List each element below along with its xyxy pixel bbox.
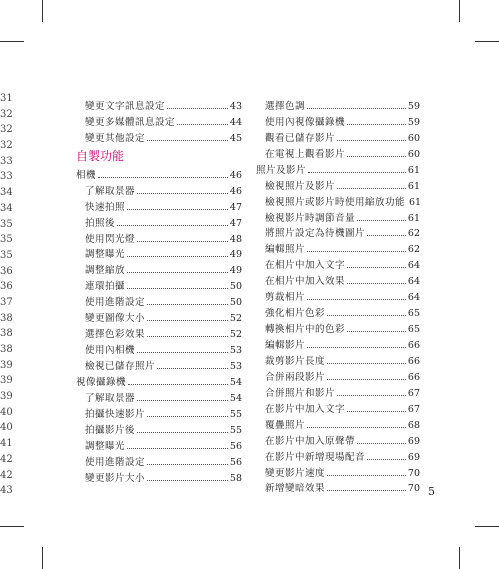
dot-leader <box>98 176 228 178</box>
dot-leader <box>167 107 228 109</box>
toc-entry[interactable] <box>76 260 242 276</box>
dot-leader <box>347 266 406 268</box>
page-number: 5 <box>428 485 435 498</box>
toc-entry-title: 檢視照片或影片時使用縮放功能 <box>265 196 406 208</box>
gutter-number: 39 <box>0 375 13 387</box>
toc-entry-page: 65 <box>407 324 420 336</box>
toc-entry-title: 選擇色調 <box>265 100 306 112</box>
toc-entry-title: 變更圖像大小 <box>85 313 146 325</box>
gutter-number: 35 <box>0 249 13 261</box>
toc-entry-page: 45 <box>229 132 242 144</box>
toc-entry-page: 61 <box>407 180 420 192</box>
dot-leader <box>327 362 406 364</box>
toc-entry-page: 54 <box>229 376 242 388</box>
gutter-number: 39 <box>0 359 13 371</box>
toc-entry-title: 在電視上觀看影片 <box>265 148 346 160</box>
gutter-number: 37 <box>0 296 13 308</box>
crop-mark-left-top <box>0 41 24 42</box>
toc-entry[interactable] <box>76 197 242 213</box>
toc-entry[interactable] <box>76 404 242 420</box>
toc-entry-page: 67 <box>407 387 420 399</box>
gutter-number: 33 <box>0 155 13 167</box>
toc-entry[interactable] <box>256 287 420 303</box>
toc-entry[interactable] <box>76 356 242 372</box>
toc-entry-page: 62 <box>407 228 420 240</box>
dot-leader <box>147 479 228 481</box>
toc-entry-title: 合併兩段影片 <box>265 371 326 383</box>
dot-leader <box>147 139 228 141</box>
toc-entry-page: 64 <box>407 260 420 272</box>
toc-entry[interactable] <box>256 144 420 160</box>
toc-chapter-entry[interactable] <box>76 165 242 181</box>
gutter-number: 31 <box>0 93 13 104</box>
dot-leader <box>177 123 228 125</box>
toc-entry[interactable] <box>76 213 242 229</box>
toc-entry-title: 快速拍照 <box>85 201 126 213</box>
toc-entry-title: 變更影片大小 <box>85 472 146 484</box>
toc-entry-page: 66 <box>407 340 420 351</box>
toc-entry[interactable] <box>76 229 242 245</box>
toc-entry-title: 變更影片速度 <box>265 467 326 479</box>
toc-entry-title: 在影片中新增現場配音 <box>265 451 366 463</box>
toc-entry[interactable] <box>256 351 420 367</box>
toc-entry-page: 52 <box>229 313 242 325</box>
toc-entry[interactable] <box>256 224 420 240</box>
toc-entry-title: 使用內視像攝錄機 <box>265 116 346 128</box>
toc-entry[interactable] <box>76 468 242 484</box>
toc-section-heading: 自製功能 <box>76 148 125 163</box>
toc-entry-page: 64 <box>407 292 420 304</box>
crop-mark-right-bottom <box>475 526 499 527</box>
toc-entry-page: 55 <box>229 424 242 436</box>
dot-leader <box>347 410 406 412</box>
toc-entry-page: 67 <box>407 403 420 415</box>
dot-leader <box>307 298 406 300</box>
toc-entry-title: 選擇色彩效果 <box>85 329 146 341</box>
toc-entry-page: 50 <box>229 297 242 309</box>
toc-entry-page: 69 <box>407 435 420 447</box>
toc-entry-page: 59 <box>407 100 420 112</box>
dot-leader <box>327 314 406 316</box>
toc-entry[interactable] <box>256 415 420 431</box>
dot-leader <box>308 171 406 173</box>
toc-entry[interactable] <box>256 128 420 144</box>
toc-right-column <box>256 96 420 494</box>
toc-entry[interactable] <box>256 176 420 192</box>
toc-entry[interactable] <box>76 181 242 197</box>
toc-entry-page: 68 <box>407 419 420 431</box>
toc-entry-page: 62 <box>407 244 420 256</box>
toc-entry-title: 變更其他設定 <box>85 132 146 144</box>
gutter-number: 32 <box>0 124 13 136</box>
toc-entry-page: 60 <box>407 148 420 160</box>
crop-mark-top-left <box>42 0 43 22</box>
dot-leader <box>327 474 406 476</box>
toc-entry-title: 變更文字訊息設定 <box>85 100 166 112</box>
toc-entry-page: 58 <box>229 472 242 484</box>
gutter-number: 33 <box>0 171 13 183</box>
dot-leader <box>137 351 228 353</box>
toc-entry-title: 在影片中加入文字 <box>265 403 346 415</box>
toc-entry-title: 裁剪影片長度 <box>265 355 326 367</box>
toc-entry-page: 55 <box>229 408 242 420</box>
gutter-number: 43 <box>0 485 13 497</box>
toc-entry-title: 在相片中加入效果 <box>265 276 346 288</box>
dot-leader <box>347 330 406 332</box>
toc-entry-title: 使用進階設定 <box>85 297 146 309</box>
dot-leader <box>117 224 228 226</box>
toc-entry-page: 46 <box>229 169 242 181</box>
dot-leader <box>367 458 406 460</box>
toc-entry[interactable] <box>256 479 420 495</box>
toc-entry-page: 52 <box>229 329 242 341</box>
toc-entry[interactable] <box>256 399 420 415</box>
toc-entry-page: 59 <box>407 116 420 128</box>
toc-entry-page: 70 <box>407 467 420 479</box>
gutter-number: 32 <box>0 140 13 152</box>
toc-entry-title: 合併照片和影片 <box>265 387 336 399</box>
toc-entry-title: 調整縮放 <box>85 265 126 277</box>
toc-entry-page: 64 <box>407 276 420 288</box>
toc-entry-title: 了解取景器 <box>85 392 136 404</box>
toc-entry-page: 49 <box>229 249 242 261</box>
toc-entry-page: 56 <box>229 440 242 452</box>
dot-leader <box>147 463 228 465</box>
toc-entry-title: 覆疊照片 <box>265 419 306 431</box>
toc-entry-page: 53 <box>229 345 242 357</box>
dot-leader <box>137 399 228 401</box>
gutter-number: 42 <box>0 453 13 465</box>
gutter-number: 32 <box>0 108 13 120</box>
toc-entry-page: 50 <box>229 281 242 293</box>
dot-leader <box>128 383 228 385</box>
toc-entry[interactable] <box>256 319 420 335</box>
toc-entry[interactable] <box>256 383 420 399</box>
toc-entry-title: 相機 <box>76 169 97 181</box>
toc-entry[interactable] <box>76 112 242 128</box>
gutter-page-numbers <box>0 93 22 501</box>
gutter-number: 38 <box>0 344 13 355</box>
toc-entry-title: 在相片中加入文字 <box>265 260 346 272</box>
toc-entry[interactable] <box>256 447 420 463</box>
dot-leader <box>127 271 228 273</box>
toc-entry-page: 70 <box>407 483 420 495</box>
toc-entry-page: 65 <box>407 308 420 320</box>
toc-entry-title: 將照片設定為待機圖片 <box>265 228 366 240</box>
toc-entry[interactable] <box>256 335 420 351</box>
toc-entry[interactable] <box>256 463 420 479</box>
toc-entry-title: 剪裁相片 <box>265 292 306 304</box>
crop-mark-left-bottom <box>0 526 24 527</box>
toc-entry[interactable] <box>76 324 242 340</box>
toc-entry[interactable] <box>256 255 420 271</box>
gutter-number: 35 <box>0 234 13 246</box>
gutter-number: 40 <box>0 422 13 434</box>
toc-entry[interactable] <box>256 367 420 383</box>
dot-leader <box>357 442 406 444</box>
toc-entry-title: 新增變暗效果 <box>265 483 326 495</box>
crop-mark-top-right <box>459 0 460 22</box>
toc-entry-page: 61 <box>407 212 420 224</box>
toc-entry-title: 觀看已儲存影片 <box>265 132 336 144</box>
toc-entry[interactable] <box>76 420 242 436</box>
toc-entry[interactable] <box>76 128 242 144</box>
gutter-number: 38 <box>0 328 13 340</box>
gutter-number: 38 <box>0 312 13 324</box>
toc-entry-page: 56 <box>229 456 242 468</box>
toc-entry-title: 編輯照片 <box>265 244 306 256</box>
dot-leader <box>147 335 228 337</box>
dot-leader <box>147 303 228 305</box>
gutter-number: 39 <box>0 391 13 403</box>
gutter-number: 34 <box>0 187 13 199</box>
toc-entry-page: 61 <box>407 164 420 176</box>
toc-entry-page: 69 <box>407 451 420 463</box>
toc-entry-title: 轉換相片中的色彩 <box>265 324 346 336</box>
toc-entry[interactable] <box>76 436 242 452</box>
toc-entry[interactable] <box>76 340 242 356</box>
dot-leader <box>337 139 406 141</box>
dot-leader <box>147 415 228 417</box>
toc-entry-title: 了解取景器 <box>85 185 136 197</box>
toc-entry-title: 連環拍攝 <box>85 281 126 293</box>
toc-chapter-entry[interactable] <box>76 372 242 388</box>
toc-entry-title: 拍攝快速影片 <box>85 408 146 420</box>
toc-entry-title: 強化相片色彩 <box>265 308 326 320</box>
dot-leader <box>137 240 228 242</box>
toc-entry-title: 調整曝光 <box>85 440 126 452</box>
toc-entry[interactable] <box>256 239 420 255</box>
toc-entry-title: 編輯影片 <box>265 340 306 351</box>
toc-entry-page: 48 <box>229 233 242 245</box>
toc-entry[interactable] <box>76 245 242 261</box>
gutter-number: 41 <box>0 438 13 450</box>
dot-leader <box>147 319 228 321</box>
gutter-number: 34 <box>0 202 13 214</box>
toc-entry[interactable] <box>256 96 420 112</box>
toc-entry-title: 在影片中加入原聲帶 <box>265 435 356 447</box>
dot-leader <box>347 155 406 157</box>
toc-entry-page: 46 <box>229 185 242 197</box>
gutter-number: 36 <box>0 281 13 293</box>
dot-leader <box>307 107 406 109</box>
toc-entry-title: 檢視已儲存照片 <box>85 361 156 372</box>
dot-leader <box>157 367 228 369</box>
dot-leader <box>367 234 406 236</box>
dot-leader <box>127 287 228 289</box>
toc-entry[interactable] <box>76 308 242 324</box>
dot-leader <box>307 426 406 428</box>
gutter-number: 40 <box>0 406 13 418</box>
toc-entry-title: 拍照後 <box>85 217 116 229</box>
dot-leader <box>337 187 406 189</box>
toc-entry[interactable] <box>76 292 242 308</box>
toc-entry[interactable] <box>256 192 420 208</box>
dot-leader <box>327 378 406 380</box>
toc-entry-page: 60 <box>407 132 420 144</box>
toc-entry-title: 檢視影片時調節音量 <box>265 212 356 224</box>
toc-entry[interactable] <box>256 112 420 128</box>
toc-entry-page: 47 <box>229 217 242 229</box>
dot-leader <box>127 447 228 449</box>
toc-entry-title: 使用閃光燈 <box>85 233 136 245</box>
dot-leader <box>337 394 406 396</box>
dot-leader <box>307 250 406 252</box>
toc-entry-page: 49 <box>229 265 242 277</box>
toc-entry-title: 使用進階設定 <box>85 456 146 468</box>
dot-leader <box>357 219 406 221</box>
crop-mark-right-top <box>475 41 499 42</box>
toc-entry-page: 54 <box>229 392 242 404</box>
toc-entry[interactable] <box>76 276 242 292</box>
toc-entry-page: 61 <box>409 196 422 208</box>
dot-leader <box>347 282 406 284</box>
gutter-number: 36 <box>0 265 13 277</box>
toc-entry-title: 檢視照片及影片 <box>265 180 336 192</box>
toc-entry[interactable] <box>76 96 242 112</box>
toc-entry[interactable] <box>256 303 420 319</box>
toc-entry-page: 47 <box>229 201 242 213</box>
dot-leader <box>127 255 228 257</box>
toc-entry-title: 使用內相機 <box>85 345 136 357</box>
crop-mark-bottom-right <box>459 547 460 569</box>
gutter-number: 35 <box>0 218 13 230</box>
toc-entry[interactable] <box>256 208 420 224</box>
toc-entry-page: 43 <box>229 100 242 112</box>
toc-entry-page: 66 <box>407 371 420 383</box>
dot-leader <box>137 192 228 194</box>
dot-leader <box>347 123 406 125</box>
toc-entry-page: 66 <box>407 355 420 367</box>
toc-entry-title: 變更多媒體訊息設定 <box>85 116 176 128</box>
toc-entry-page: 44 <box>229 116 242 128</box>
toc-entry-title: 照片及影片 <box>256 164 307 176</box>
crop-mark-bottom-left <box>42 547 43 569</box>
dot-leader <box>137 431 228 433</box>
toc-chapter-entry[interactable] <box>256 160 420 176</box>
toc-entry-title: 調整曝光 <box>85 249 126 261</box>
toc-entry-title: 拍攝影片後 <box>85 424 136 436</box>
dot-leader <box>307 346 406 348</box>
dot-leader <box>327 489 406 491</box>
toc-entry[interactable] <box>256 431 420 447</box>
toc-entry[interactable] <box>76 388 242 404</box>
gutter-number: 42 <box>0 469 13 481</box>
dot-leader <box>127 208 228 210</box>
toc-entry-page: 53 <box>229 361 242 372</box>
toc-entry-title: 視像攝錄機 <box>76 376 127 388</box>
toc-left-column <box>76 96 242 484</box>
toc-entry[interactable] <box>256 271 420 287</box>
toc-entry[interactable] <box>76 452 242 468</box>
